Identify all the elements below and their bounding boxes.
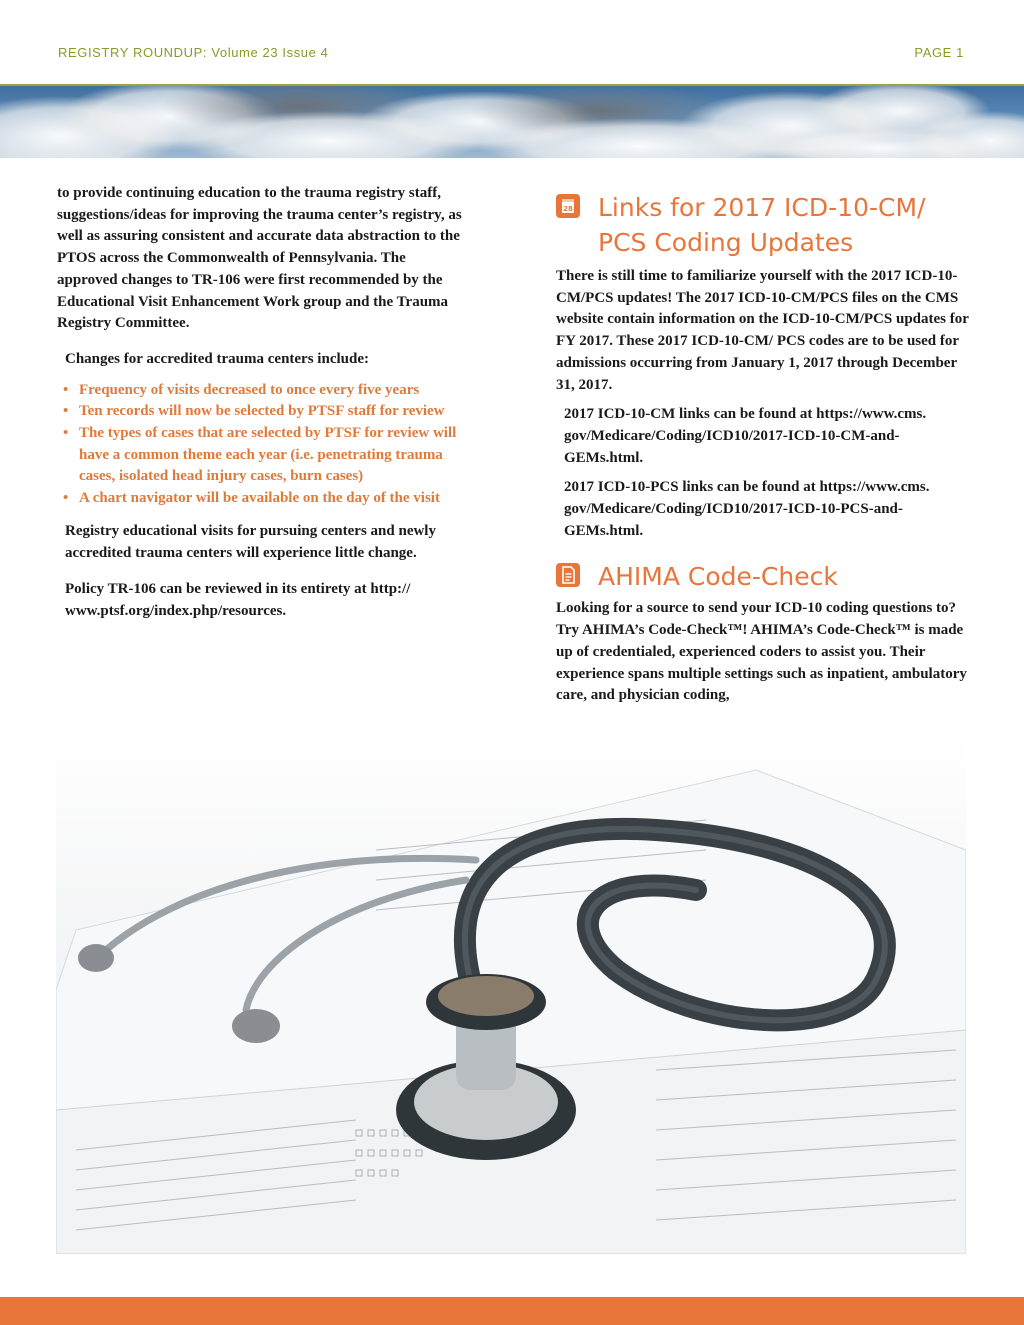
document-icon	[556, 563, 580, 587]
changes-list	[57, 380, 467, 510]
right-column	[556, 190, 970, 707]
list-item: • The types of cases that are selected by PTSF for review will have a common theme each year (i.e. penetrating trauma cases, isolated head injury cases, burn cases)	[63, 425, 457, 485]
svg-text:28: 28	[563, 205, 573, 213]
stethoscope-photo	[56, 730, 966, 1254]
icd-section-heading	[556, 190, 970, 260]
page-number: PAGE 1	[914, 45, 964, 60]
left-column	[57, 183, 467, 623]
ahima-section-heading	[556, 559, 970, 594]
list-item: • A chart navigator will be available on the day of the visit	[63, 490, 440, 507]
ahima-body-paragraph: Looking for a source to send your ICD-10 coding questions to? Try AHIMA’s Code-Check™! AHIMA’s Code-Check™ is made up of credentialed, experienced coders to assist you. Their experience spans multiple settings such as inpatient, ambulatory care, and physician coding,	[556, 600, 967, 704]
registry-paragraph: Registry educational visits for pursuing centers and newly accredited trauma centers will experience little change.	[65, 522, 436, 561]
intro-paragraph: to provide continuing education to the trauma registry staff, suggestions/ideas for improving the trauma center’s registry, as well as assuring consistent and accurate data abstraction to the PTOS across the Commonwealth of Pennsylvania. The approved changes to TR-106 were first recommended by the Educational Visit Enhancement Work group and the Trauma Registry Committee.	[57, 185, 462, 332]
icd-section-title: Links for 2017 ICD-10-CM/ PCS Coding Updates	[598, 193, 926, 257]
pcs-links-paragraph: 2017 ICD-10-PCS links can be found at https://www.cms. gov/Medicare/Coding/ICD10/2017-ICD-10-PCS-and-GEMs.html.	[564, 479, 930, 539]
sky-banner-image	[0, 86, 1024, 158]
footer-bar	[0, 1297, 1024, 1325]
list-item: • Frequency of visits decreased to once every five years	[63, 381, 420, 398]
policy-paragraph: Policy TR-106 can be reviewed in its entirety at http:// www.ptsf.org/index.php/resources.	[65, 581, 411, 619]
list-item: • Ten records will now be selected by PTSF staff for review	[63, 403, 445, 420]
changes-heading: Changes for accredited trauma centers include:	[65, 350, 369, 367]
cm-links-paragraph: 2017 ICD-10-CM links can be found at https://www.cms. gov/Medicare/Coding/ICD10/2017-ICD-10-CM-and-GEMs.html.	[564, 406, 927, 466]
ahima-section-title: AHIMA Code-Check	[598, 562, 838, 592]
icd-body-paragraph: There is still time to familiarize yourself with the 2017 ICD-10-CM/PCS updates! The 2017 ICD-10-CM/PCS files on the CMS website contain information on the ICD-10-CM/PCS updates for FY 2017. These 2017 ICD-10-CM/ PCS codes are to be used for admissions occurring from January 1, 2017 through December 31, 2017.	[556, 268, 969, 393]
newsletter-title: REGISTRY ROUNDUP: Volume 23 Issue 4	[58, 45, 329, 60]
calendar-icon	[556, 194, 580, 218]
